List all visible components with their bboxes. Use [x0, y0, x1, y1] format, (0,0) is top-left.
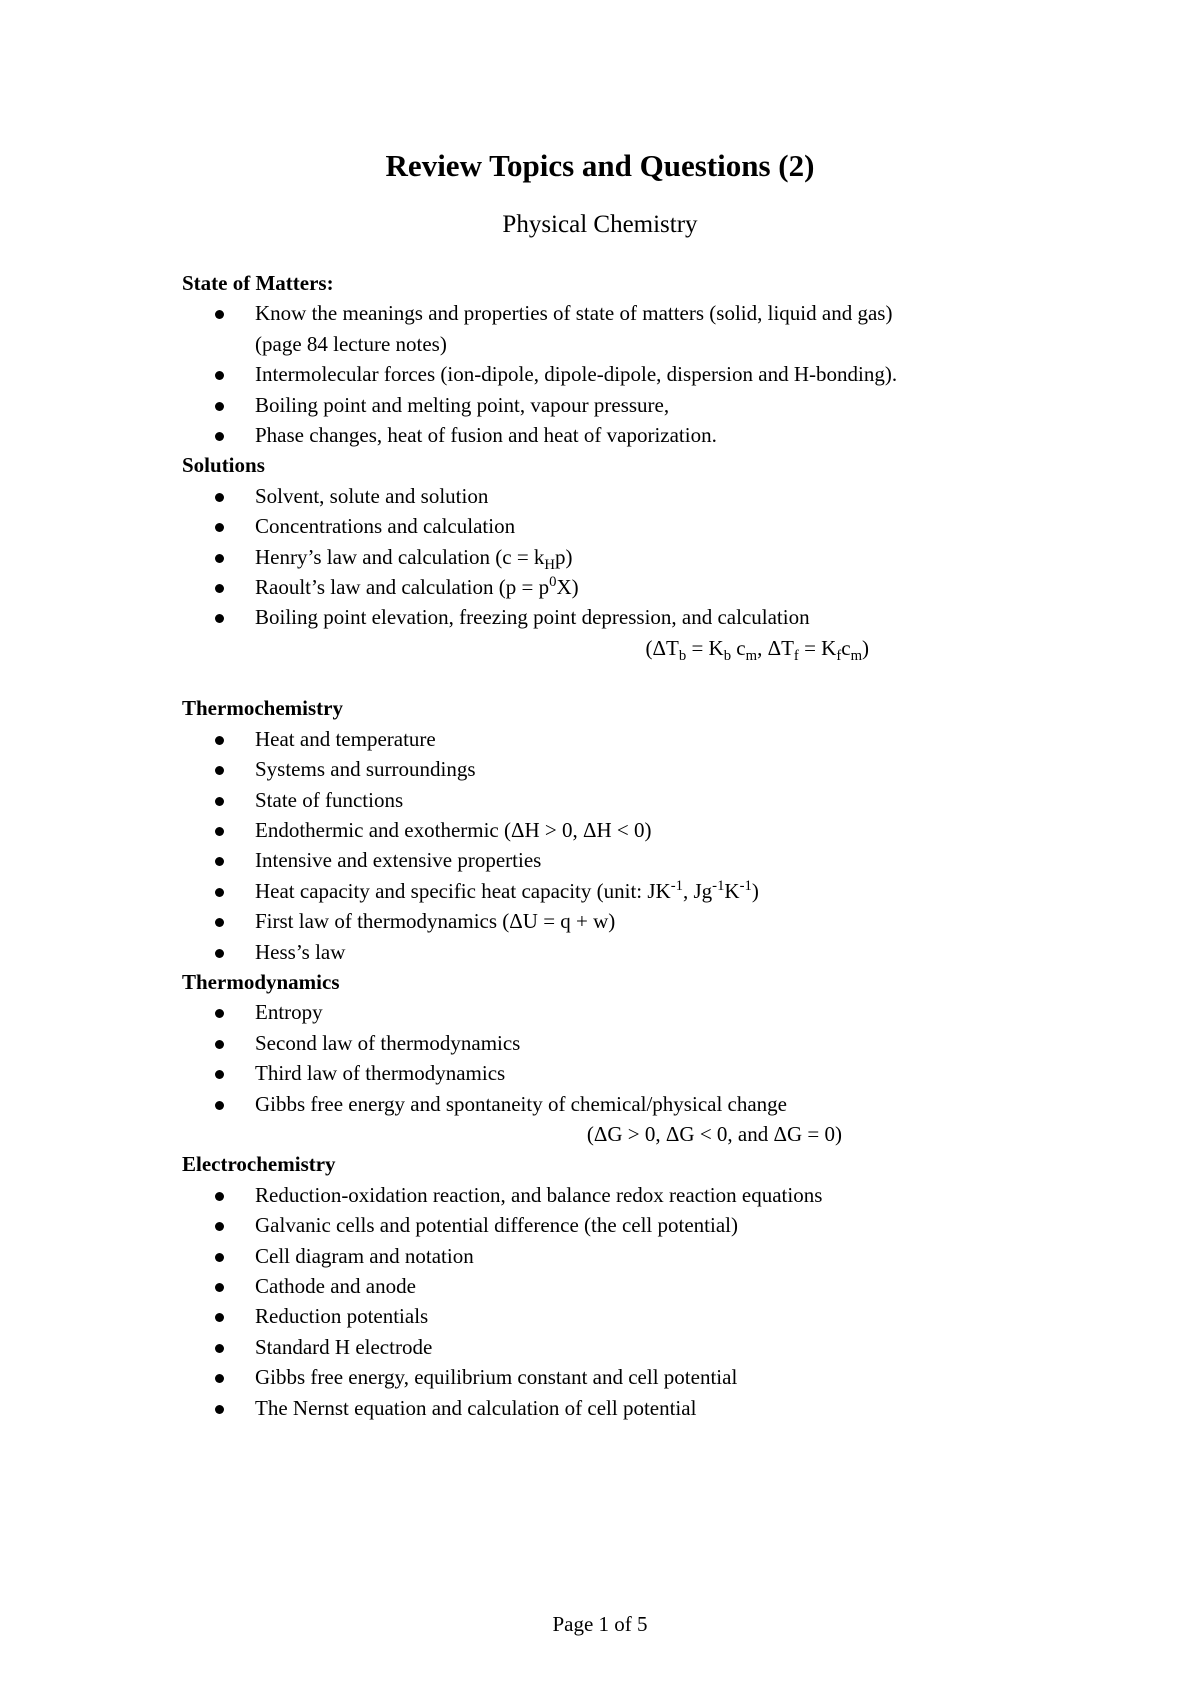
list-item: Reduction potentials [182, 1301, 1122, 1331]
section-heading-state-of-matters: State of Matters: [182, 271, 334, 295]
bullet-icon [215, 949, 224, 958]
page-footer: Page 1 of 5 [552, 1612, 648, 1636]
bullet-icon [215, 310, 224, 319]
list-item: Henry’s law and calculation $(c = k_Hp)$ [182, 542, 1122, 572]
list-item: Boiling point elevation, freezing point depression, and calculation [182, 602, 1122, 632]
section-heading-electrochemistry: Electrochemistry [182, 1152, 336, 1177]
list-item: Heat capacity and specific heat capacity (unit: $JK^{-1}$, $Jg^{-1}K^{-1}$) [182, 876, 1122, 906]
list-item: Reduction-oxidation reaction, and balance redox reaction equations [182, 1180, 1122, 1210]
list-item: Raoult’s law and calculation $(p = p^0X)$ [182, 572, 1122, 602]
bullet-icon [215, 1222, 224, 1231]
bullet-icon [215, 1374, 224, 1383]
list-item: The Nernst equation and calculation of cell potential [182, 1393, 1122, 1423]
list-item: Galvanic cells and potential difference (the cell potential) [182, 1210, 1122, 1240]
list-item: Cell diagram and notation [182, 1241, 1122, 1271]
page-subtitle: Physical Chemistry [502, 211, 698, 238]
bullet-icon [215, 523, 224, 532]
section-heading-thermochemistry: Thermochemistry [182, 696, 343, 721]
bullet-icon [215, 918, 224, 927]
bullet-icon [215, 827, 224, 836]
bullet-icon [215, 371, 224, 380]
list-item: Intermolecular forces (ion-dipole, dipole-dipole, dispersion and H-bonding). [182, 359, 1122, 389]
bullet-icon [215, 1040, 224, 1049]
bullet-icon [215, 1313, 224, 1322]
bullet-icon [215, 857, 224, 866]
electrochemistry-list [182, 1180, 1122, 1423]
list-item: Heat and temperature [182, 724, 1122, 754]
list-item: Intensive and extensive properties [182, 845, 1122, 875]
bullet-icon [215, 1192, 224, 1201]
bullet-icon [215, 554, 224, 563]
bullet-icon [215, 797, 224, 806]
bullet-icon [215, 1344, 224, 1353]
section-heading-thermodynamics: Thermodynamics [182, 969, 340, 994]
bullet-icon [215, 1253, 224, 1262]
page-title: Review Topics and Questions (2) [385, 148, 815, 183]
bullet-icon [215, 888, 224, 897]
section-heading-solutions: Solutions [182, 453, 265, 478]
bullet-icon [215, 402, 224, 411]
bullet-icon [215, 1283, 224, 1292]
list-item: Gibbs free energy and spontaneity of chemical/physical change [182, 1089, 1122, 1119]
list-item: State of functions [182, 785, 1122, 815]
gibbs-formula: (ΔG > 0, ΔG < 0, and ΔG = 0) [586, 1121, 842, 1146]
list-item: Third law of thermodynamics [182, 1058, 1122, 1088]
list-item: Solvent, solute and solution [182, 481, 1122, 511]
list-item: Phase changes, heat of fusion and heat of vaporization. [182, 420, 1122, 450]
list-item: Know the meanings and properties of state of matters (solid, liquid and gas) (page 84 lecture notes) [182, 298, 1122, 359]
list-item: Systems and surroundings [182, 754, 1122, 784]
bullet-icon [215, 1101, 224, 1110]
document-body [182, 268, 1122, 1423]
thermochemistry-list [182, 724, 1122, 967]
list-item: Standard H electrode [182, 1332, 1122, 1362]
colligative-formula: ($\Delta T_b = K_b$ $c_m$, $\Delta T_f = K_fc_m$) [645, 635, 869, 665]
list-item: Second law of thermodynamics [182, 1028, 1122, 1058]
bullet-icon [215, 432, 224, 441]
bullet-icon [215, 493, 224, 502]
bullet-icon [215, 1070, 224, 1079]
bullet-icon [215, 584, 224, 593]
bullet-icon [215, 1009, 224, 1018]
bullet-icon [215, 736, 224, 745]
list-item: Entropy [182, 997, 1122, 1027]
solutions-list [182, 481, 1122, 633]
bullet-icon [215, 1405, 224, 1414]
list-item: Hess’s law [182, 937, 1122, 967]
list-item: Gibbs free energy, equilibrium constant and cell potential [182, 1362, 1122, 1392]
list-item: First law of thermodynamics (ΔU = q + w) [182, 906, 1122, 936]
list-item: Cathode and anode [182, 1271, 1122, 1301]
bullet-icon [215, 766, 224, 775]
bullet-icon [215, 614, 224, 623]
thermodynamics-list [182, 997, 1122, 1119]
list-item: Boiling point and melting point, vapour pressure, [182, 390, 1122, 420]
list-item: Endothermic and exothermic (ΔH > 0, ΔH < 0) [182, 815, 1122, 845]
list-item: Concentrations and calculation [182, 511, 1122, 541]
state-of-matters-list [182, 298, 1122, 450]
